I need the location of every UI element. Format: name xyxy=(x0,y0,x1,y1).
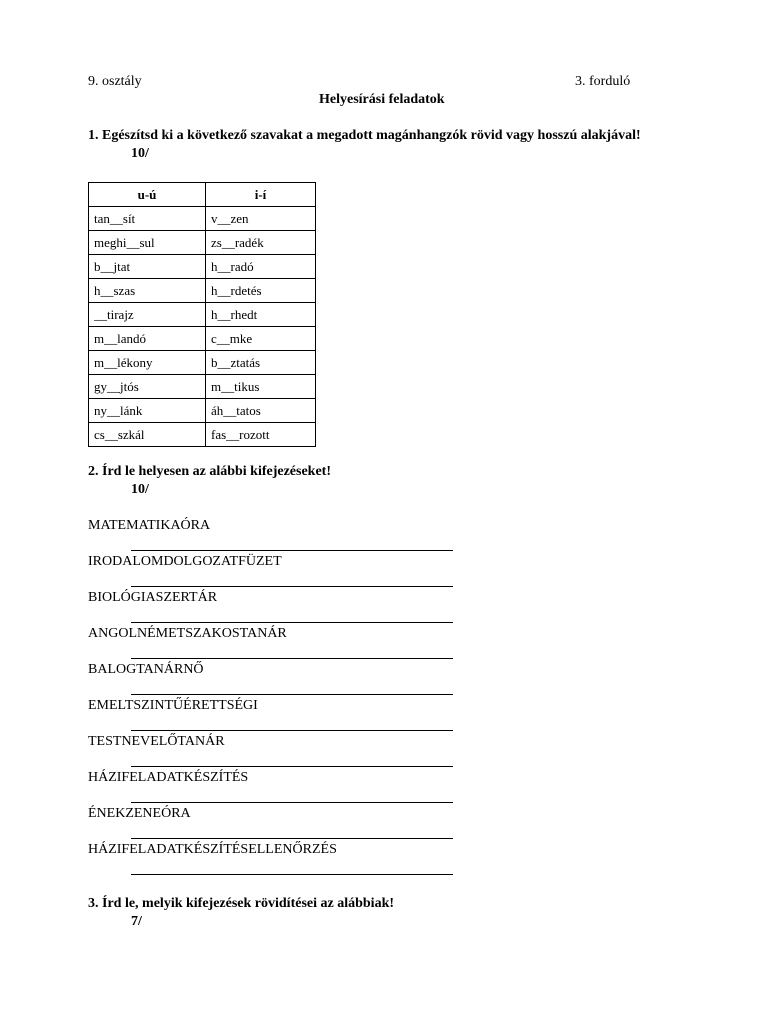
table-cell[interactable]: tan__sít xyxy=(89,207,206,231)
table-cell[interactable]: m__tikus xyxy=(206,375,316,399)
table-cell[interactable]: c__mke xyxy=(206,327,316,351)
answer-line[interactable] xyxy=(131,586,453,587)
expression-item: MATEMATIKAÓRA xyxy=(88,518,211,533)
expression-item: BALOGTANÁRNŐ xyxy=(88,662,204,677)
table-row xyxy=(89,375,316,399)
table-row xyxy=(89,231,316,255)
answer-line[interactable] xyxy=(131,766,453,767)
answer-line[interactable] xyxy=(131,730,453,731)
table-cell[interactable]: b__jtat xyxy=(89,255,206,279)
task2-points: 10/ xyxy=(131,482,149,497)
word-table xyxy=(88,182,316,447)
table-cell[interactable]: áh__tatos xyxy=(206,399,316,423)
page-title: Helyesírási feladatok xyxy=(319,92,445,107)
column-header: i-í xyxy=(206,183,316,207)
table-cell[interactable]: zs__radék xyxy=(206,231,316,255)
expression-item: ANGOLNÉMETSZAKOSTANÁR xyxy=(88,626,287,641)
table-row xyxy=(89,279,316,303)
table-row xyxy=(89,351,316,375)
expression-item: IRODALOMDOLGOZATFÜZET xyxy=(88,554,282,569)
table-row xyxy=(89,399,316,423)
table-cell[interactable]: h__radó xyxy=(206,255,316,279)
table-cell[interactable]: h__szas xyxy=(89,279,206,303)
table-row xyxy=(89,207,316,231)
answer-line[interactable] xyxy=(131,622,453,623)
answer-line[interactable] xyxy=(131,550,453,551)
answer-line[interactable] xyxy=(131,874,453,875)
table-cell[interactable]: v__zen xyxy=(206,207,316,231)
table-row xyxy=(89,255,316,279)
grade-label: 9. osztály xyxy=(88,74,142,89)
table-row xyxy=(89,327,316,351)
expression-item: EMELTSZINTŰÉRETTSÉGI xyxy=(88,698,258,713)
table-header-row xyxy=(89,183,316,207)
table-cell[interactable]: cs__szkál xyxy=(89,423,206,447)
answer-line[interactable] xyxy=(131,694,453,695)
task1-points: 10/ xyxy=(131,146,149,161)
task3-points: 7/ xyxy=(131,914,142,929)
expression-item: BIOLÓGIASZERTÁR xyxy=(88,590,218,605)
task1-instruction: 1. Egészítsd ki a következő szavakat a megadott magánhangzók rövid vagy hosszú alakjával! xyxy=(88,128,641,143)
table-cell[interactable]: meghi__sul xyxy=(89,231,206,255)
expression-item: ÉNEKZENEÓRA xyxy=(88,806,191,821)
round-label: 3. forduló xyxy=(575,74,631,89)
expression-item: HÁZIFELADATKÉSZÍTÉS xyxy=(88,770,249,785)
table-cell[interactable]: m__lékony xyxy=(89,351,206,375)
table-cell[interactable]: gy__jtós xyxy=(89,375,206,399)
answer-line[interactable] xyxy=(131,838,453,839)
table-cell[interactable]: fas__rozott xyxy=(206,423,316,447)
answer-line[interactable] xyxy=(131,802,453,803)
table-cell[interactable]: h__rhedt xyxy=(206,303,316,327)
expression-item: HÁZIFELADATKÉSZÍTÉSELLENŐRZÉS xyxy=(88,842,337,857)
table-cell[interactable]: h__rdetés xyxy=(206,279,316,303)
table-cell[interactable]: m__landó xyxy=(89,327,206,351)
table-row xyxy=(89,423,316,447)
table-cell[interactable]: __tirajz xyxy=(89,303,206,327)
task3-instruction: 3. Írd le, melyik kifejezések rövidítései az alábbiak! xyxy=(88,896,395,911)
table-cell[interactable]: b__ztatás xyxy=(206,351,316,375)
task2-instruction: 2. Írd le helyesen az alábbi kifejezéseket! xyxy=(88,464,332,479)
table-cell[interactable]: ny__lánk xyxy=(89,399,206,423)
table-row xyxy=(89,303,316,327)
column-header: u-ú xyxy=(89,183,206,207)
expression-item: TESTNEVELŐTANÁR xyxy=(88,734,225,749)
answer-line[interactable] xyxy=(131,658,453,659)
